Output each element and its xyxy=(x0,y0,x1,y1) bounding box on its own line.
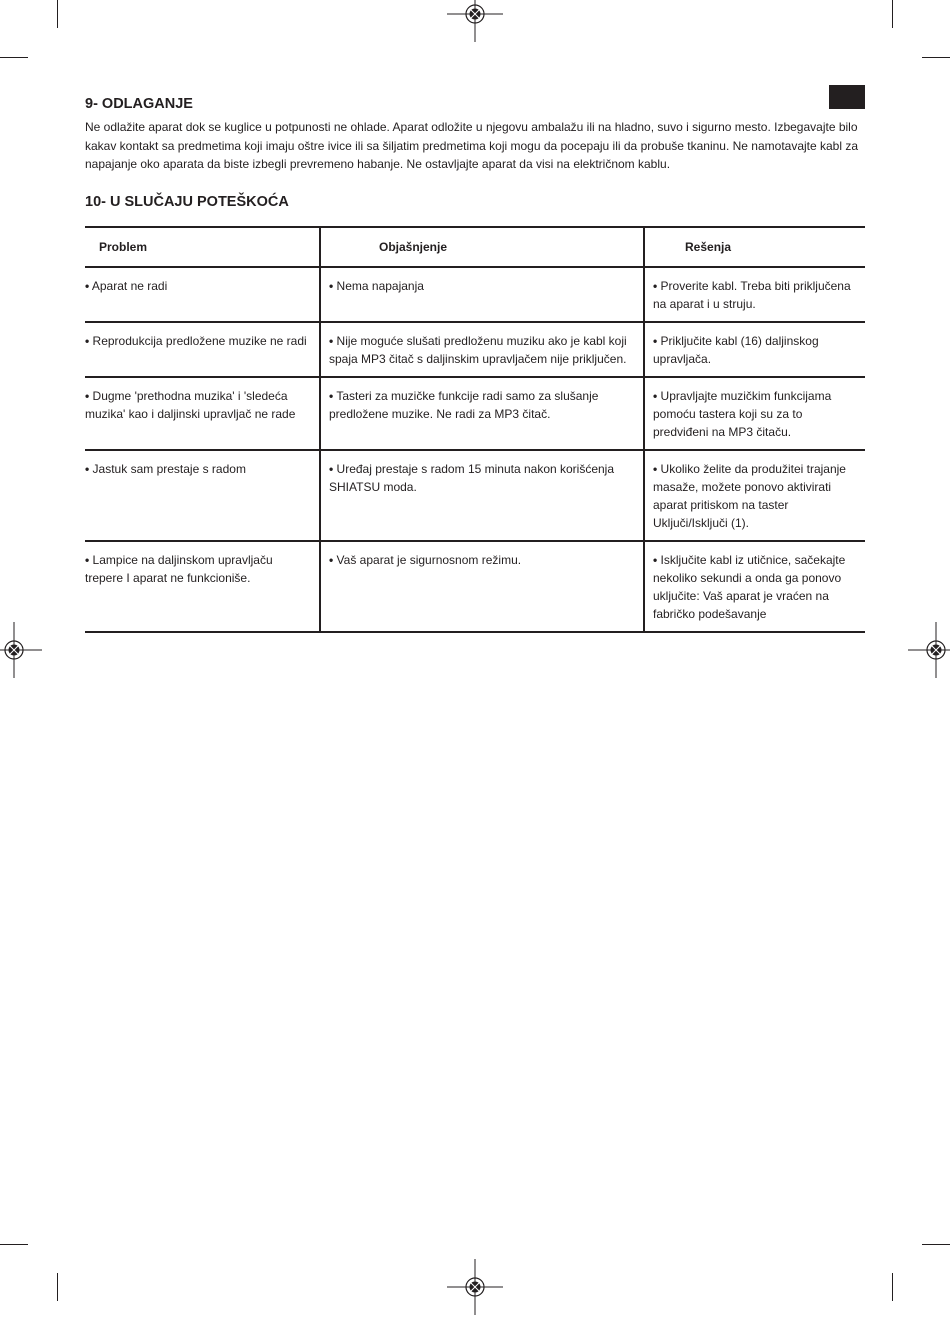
table-cell: • Uređaj prestaje s radom 15 minuta nakon korišćenja SHIATSU moda. xyxy=(320,450,644,541)
table-cell: • Nije moguće slušati predloženu muziku ako je kabl koji spaja MP3 čitač s daljinskim upravljačem nije priključen. xyxy=(320,322,644,377)
table-cell: • Vaš aparat je sigurnosnom režimu. xyxy=(320,541,644,632)
crop-mark xyxy=(922,57,950,58)
header-explanation: Objašnjenje xyxy=(320,227,644,267)
crop-mark xyxy=(922,1244,950,1245)
crop-mark xyxy=(892,1273,893,1301)
header-solutions: Rešenja xyxy=(644,227,865,267)
table-row xyxy=(85,377,865,450)
registration-mark-icon xyxy=(445,1257,505,1317)
language-tab-block xyxy=(829,85,865,109)
table-cell: • Ukoliko želite da produžitei trajanje masaže, možete ponovo aktivirati aparat pritiskom na taster Uključi/Isključi (1). xyxy=(644,450,865,541)
section-10-title: 10- U SLUČAJU POTEŠKOĆA xyxy=(85,194,289,210)
crop-mark xyxy=(892,0,893,28)
table-cell: • Lampice na daljinskom upravljaču trepere I aparat ne funkcioniše. xyxy=(85,541,320,632)
table-cell: • Nema napajanja xyxy=(320,267,644,322)
table-row xyxy=(85,450,865,541)
table-cell: • Proverite kabl. Treba biti priključena na aparat i u struju. xyxy=(644,267,865,322)
table-row xyxy=(85,267,865,322)
table-cell: • Isključite kabl iz utičnice, sačekajte nekoliko sekundi a onda ga ponovo uključite: Vaš aparat je vraćen na fabričko podešavanje xyxy=(644,541,865,632)
section-9-title: 9- ODLAGANJE xyxy=(85,96,193,112)
crop-mark xyxy=(57,0,58,28)
header-problem: Problem xyxy=(85,227,320,267)
section-9-paragraph: Ne odlažite aparat dok se kuglice u potpunosti ne ohlade. Aparat odložite u njegovu ambalažu ili na hladno, suvo i sigurno mesto. Izbegavajte bilo kakav kontakt sa predmetima koji imaju oštre ivice ili sa šiljatim predmetima koji mogu da pocepaju ili da probuše tkaninu. Ne namotavajte kabl za napajanje oko aparata da biste izbegli prevremeno habanje. Ne ostavljajte aparat da visi na električnom kablu. xyxy=(85,120,859,171)
table-cell: • Dugme 'prethodna muzika' i 'sledeća muzika' kao i daljinski upravljač ne rade xyxy=(85,377,320,450)
table-row xyxy=(85,541,865,632)
table-cell: • Priključite kabl (16) daljinskog upravljača. xyxy=(644,322,865,377)
table-cell: • Upravljajte muzičkim funkcijama pomoću tastera koji su za to predviđeni na MP3 čitaču. xyxy=(644,377,865,450)
registration-mark-icon xyxy=(906,620,950,680)
registration-mark-icon xyxy=(445,0,505,44)
table-row xyxy=(85,322,865,377)
table-cell: • Aparat ne radi xyxy=(85,267,320,322)
crop-mark xyxy=(0,1244,28,1245)
table-cell: • Tasteri za muzičke funkcije radi samo za slušanje predložene muzike. Ne radi za MP3 čitač. xyxy=(320,377,644,450)
crop-mark xyxy=(0,57,28,58)
registration-mark-icon xyxy=(0,620,44,680)
table-cell: • Jastuk sam prestaje s radom xyxy=(85,450,320,541)
table-cell: • Reprodukcija predložene muzike ne radi xyxy=(85,322,320,377)
troubleshooting-table xyxy=(85,226,865,633)
table-header-row xyxy=(85,227,865,267)
crop-mark xyxy=(57,1273,58,1301)
